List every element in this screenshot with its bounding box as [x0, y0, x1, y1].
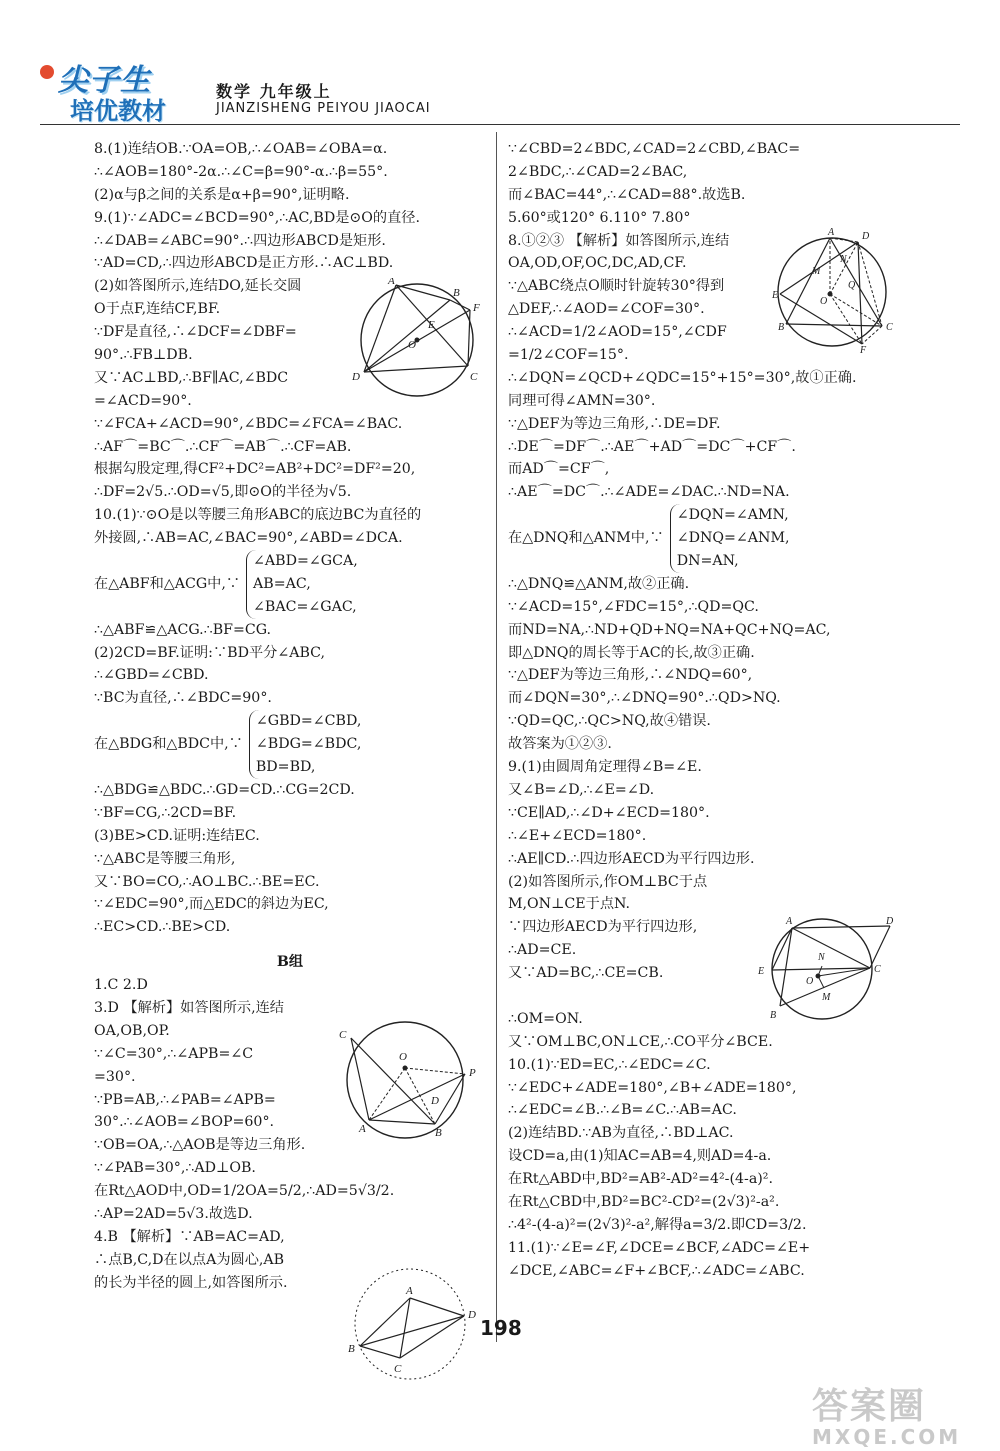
text-line: 8.①②③ 【解析】如答图所示,连结	[508, 232, 730, 249]
text-line: ∵四边形AECD为平行四边形,	[508, 919, 698, 936]
text-line: 10.(1)∵ED=EC,∴∠EDC=∠C.	[508, 1056, 711, 1073]
text-line: =∠ACD=90°.	[94, 392, 192, 409]
text-line: ∵∠PAB=30°,∴AD⊥OB.	[94, 1160, 256, 1177]
text-line: 故答案为①②③.	[508, 736, 612, 753]
fig4-label-F: F	[860, 345, 867, 354]
text-line: ∴AP=2AD=5√3.故选D.	[94, 1205, 253, 1222]
fig1-label-C: C	[470, 371, 478, 383]
fig2-label-O: O	[399, 1051, 407, 1063]
fig4-label-M: M	[812, 266, 821, 277]
text-line: =30°.	[94, 1068, 136, 1085]
text-line: 又∵OM⊥BC,ON⊥CE,∴CO平分∠BCE.	[508, 1033, 773, 1050]
fig1-label-D: D	[352, 371, 360, 383]
text-line: 8.(1)连结OB.∵OA=OB,∴∠OAB=∠OBA=α.	[94, 141, 388, 157]
fig5-label-E: E	[758, 966, 765, 977]
logo-line1: 尖子生	[58, 63, 151, 98]
text-line: 的长为半径的圆上,如答图所示.	[94, 1274, 288, 1291]
brace-prefix: 在△DNQ和△ANM中,∵	[508, 530, 664, 547]
text-line: 而ND=NA,∴ND+QD+NQ=NA+QC+NQ=AC,	[508, 621, 831, 638]
text-line: 30°.∴∠AOB=∠BOP=60°.	[94, 1114, 275, 1131]
fig1-label-E: E	[428, 319, 435, 331]
fig5-label-C: C	[874, 964, 881, 975]
text-line: M,ON⊥CE于点N.	[508, 896, 631, 913]
fig5-label-A: A	[786, 916, 793, 927]
text-line: 9.(1)由圆周角定理得∠B=∠E.	[508, 759, 702, 776]
book-subtitle: JIANZISHENG PEIYOU JIAOCAI	[216, 101, 431, 116]
fig5-label-N: N	[818, 952, 825, 963]
text-line: ∵∠CBD=2∠BDC,∠CAD=2∠CBD,∠BAC=	[508, 141, 801, 157]
text-line: 又∵AD=BC,∴CE=CB.	[508, 965, 664, 982]
text-line: 在Rt△CBD中,BD²=BC²-CD²=(2√3)²-a².	[508, 1193, 780, 1210]
fig3-label-C: C	[394, 1363, 402, 1375]
text-line: ∴∠AOB=180°-2α.∴∠C=β=90°-α.∴β=55°.	[94, 163, 388, 180]
text-line: 根据勾股定理,得CF²+DC²=AB²+DC²=DF²=20,	[94, 461, 416, 478]
text-line: ∵△DEF为等边三角形,∴DE=DF.	[508, 415, 721, 432]
brace-lines	[246, 550, 358, 619]
fig4-label-E: E	[772, 290, 779, 301]
text-line: ∵CE∥AD,∴∠D+∠ECD=180°.	[508, 804, 710, 821]
text-line: 而∠DQN=30°,∴∠DNQ=90°.∴QD>NQ.	[508, 690, 781, 707]
text-line: 9.(1)∵∠ADC=∠BCD=90°,∴AC,BD是⊙O的直径.	[94, 209, 420, 226]
text-line: ∵△DEF为等边三角形,∴∠NDQ=60°,	[508, 667, 753, 684]
text-line: ∵∠ACD=15°,∠FDC=15°,∴QD=QC.	[508, 598, 759, 615]
logo-line2: 培优教材	[70, 97, 166, 125]
fig4-label-Q: Q	[848, 280, 856, 291]
text-line: ∵OB=OA,∴△AOB是等边三角形.	[94, 1137, 306, 1154]
text-line: 11.(1)∵∠E=∠F,∠DCE=∠BCF,∠ADC=∠E+	[508, 1239, 811, 1256]
figure-q9-2-circle	[752, 914, 902, 1026]
brace-lines	[670, 504, 790, 573]
logo-mark-icon	[40, 65, 54, 79]
text-line: 1.C 2.D	[94, 977, 148, 994]
text-line: (2)如答图所示,连结DO,延长交圆	[94, 278, 302, 295]
column-divider	[496, 132, 497, 1342]
text-line: ∵QD=QC,∴QC>NQ,故④错误.	[508, 713, 711, 730]
fig1-label-O: O	[408, 339, 416, 351]
brace-line: ∠BDG=∠BDC,	[255, 736, 362, 753]
fig1-label-B: B	[453, 287, 460, 299]
fig5-label-D: D	[886, 916, 894, 927]
text-line: ∵BC为直径,∴∠BDC=90°.	[94, 690, 272, 707]
watermark	[812, 1378, 962, 1449]
text-line: ∴AE∥CD.∴四边形AECD为平行四边形.	[508, 850, 755, 867]
text-line: 90°.∴FB⊥DB.	[94, 347, 193, 364]
page-number: 198	[480, 1316, 522, 1340]
text-line: 外接圆,∴AB=AC,∠BAC=90°,∠ABD=∠DCA.	[94, 530, 403, 547]
text-line: 又∵BO=CO,∴AO⊥BC.∴BE=EC.	[94, 873, 320, 890]
text-line: ∵PB=AB,∴∠PAB=∠APB=	[94, 1091, 276, 1108]
text-line: ∴∠E+∠ECD=180°.	[508, 827, 647, 844]
fig2-label-B: B	[435, 1127, 442, 1139]
text-line: 2∠BDC,∴∠CAD=2∠BAC,	[508, 163, 688, 180]
text-line: ∵△ABC是等腰三角形,	[94, 850, 236, 867]
text-line: △DEF,∴∠AOD=∠COF=30°.	[508, 301, 705, 318]
header-divider	[40, 124, 960, 125]
text-line: ∴OM=ON.	[508, 1010, 583, 1027]
brace-line: AB=AC,	[253, 575, 311, 592]
text-line: ∴4²-(4-a)²=(2√3)²-a²,解得a=3/2.即CD=3/2.	[508, 1216, 807, 1233]
text-line: ∴DF=2√5.∴OD=√5,即⊙O的半径为√5.	[94, 484, 352, 501]
text-line: (2)α与β之间的关系是α+β=90°,证明略.	[94, 186, 350, 203]
fig5-label-O: O	[806, 976, 814, 987]
figure-b3-circle	[335, 1018, 490, 1143]
text-line: 3.D 【解析】如答图所示,连结	[94, 999, 284, 1016]
fig1-label-A: A	[388, 278, 395, 287]
text-line: ∴∠EDC=∠B.∴∠B=∠C.∴AB=AC.	[508, 1102, 737, 1119]
text-line: ∴∠GBD=∠CBD.	[94, 667, 209, 684]
text-line: ∴EC>CD.∴BE>CD.	[94, 919, 231, 936]
brace-line: ∠DQN=∠AMN,	[676, 507, 789, 524]
text-line: ∴DE⌒=DF⌒.∴AE⌒+AD⌒=DC⌒+CF⌒.	[508, 438, 796, 455]
brace-line: DN=AN,	[676, 553, 739, 570]
text-line: (2)如答图所示,作OM⊥BC于点	[508, 873, 708, 890]
brace-line: ∠GBD=∠CBD,	[255, 713, 362, 730]
figure-b4-circle	[340, 1268, 490, 1386]
brace-line: ∠DNQ=∠ANM,	[676, 530, 790, 547]
fig3-label-D: D	[468, 1309, 476, 1321]
brace-line: ∠BAC=∠GAC,	[253, 598, 357, 615]
text-line: 又∠B=∠D,∴∠E=∠D.	[508, 781, 655, 798]
figure-q9-circle	[350, 278, 490, 403]
fig4-label-C: C	[886, 322, 893, 333]
fig3-label-B: B	[348, 1343, 355, 1355]
fig3-label-A: A	[406, 1285, 413, 1297]
text-line: ∵∠EDC+∠ADE=180°,∠B+∠ADE=180°,	[508, 1079, 797, 1096]
watermark-line2: MXQE.COM	[812, 1425, 962, 1449]
text-line: ∴∠ACD=1/2∠AOD=15°,∠CDF	[508, 324, 727, 341]
text-line: ∴点B,C,D在以点A为圆心,AB	[94, 1251, 285, 1268]
text-line: (2)2CD=BF.证明:∵BD平分∠ABC,	[94, 644, 326, 661]
text-line: ∴AD=CE.	[508, 942, 577, 959]
text-line: ∴△ABF≌△ACG.∴BF=CG.	[94, 621, 272, 638]
text-line: ∴△BDG≌△BDC.∴GD=CD.∴CG=2CD.	[94, 781, 355, 798]
text-line: =1/2∠COF=15°.	[508, 347, 629, 364]
text-line: OA,OB,OP.	[94, 1022, 170, 1039]
brace-prefix: 在△ABF和△ACG中,∵	[94, 575, 241, 592]
text-line: (2)连结BD.∵AB为直径,∴BD⊥AC.	[508, 1125, 734, 1142]
text-line: ∵∠FCA+∠ACD=90°,∠BDC=∠FCA=∠BAC.	[94, 415, 403, 432]
text-line: 设CD=a,由(1)知AC=AB=4,则AD=4-a.	[508, 1148, 772, 1165]
fig2-label-P: P	[469, 1067, 476, 1079]
text-line: ∴AE⌒=DC⌒.∴∠ADE=∠DAC.∴ND=NA.	[508, 484, 790, 501]
fig4-label-N: N	[840, 254, 847, 265]
text-line: 10.(1)∵⊙O是以等腰三角形ABC的底边BC为直径的	[94, 507, 422, 524]
text-line: ∵∠EDC=90°,而△EDC的斜边为EC,	[94, 896, 329, 913]
fig5-label-B: B	[770, 1010, 777, 1021]
brace-line: BD=BD,	[255, 759, 316, 776]
text-line: 4.B 【解析】∵AB=AC=AD,	[94, 1228, 285, 1245]
text-line: 而∠BAC=44°,∴∠CAD=88°.故选B.	[508, 186, 746, 203]
fig4-label-A: A	[828, 227, 835, 238]
text-line: ∠DCE,∠ABC=∠F+∠BCF,∴∠ADC=∠ABC.	[508, 1262, 805, 1279]
text-line: ∵∠C=30°,∴∠APB=∠C	[94, 1045, 254, 1062]
left-brace-1	[94, 550, 486, 619]
fig4-label-D: D	[862, 231, 870, 242]
text-line: 5.60°或120° 6.110° 7.80°	[508, 209, 691, 226]
text-line: (3)BE>CD.证明:连结EC.	[94, 827, 260, 844]
text-line: ∵BF=CG,∴2CD=BF.	[94, 804, 237, 821]
brace-lines	[249, 710, 361, 779]
fig4-label-B: B	[778, 322, 785, 333]
text-line: 又∵AC⊥BD,∴BF∥AC,∠BDC	[94, 369, 289, 386]
book-title: 数学 九年级上	[216, 82, 332, 101]
fig2-label-A: A	[359, 1123, 366, 1135]
fig4-label-O: O	[820, 296, 828, 307]
fig2-label-D: D	[431, 1095, 439, 1107]
text-line: ∴△DNQ≌△ANM,故②正确.	[508, 575, 690, 592]
fig5-label-M: M	[822, 992, 831, 1003]
text-line: 在Rt△AOD中,OD=1/2OA=5/2,∴AD=5√3/2.	[94, 1183, 395, 1200]
brace-line: ∠ABD=∠GCA,	[253, 553, 358, 570]
watermark-line1: 答案圈	[812, 1386, 927, 1427]
text-line: O于点F,连结CF,BF.	[94, 301, 221, 318]
left-block-2	[94, 619, 486, 711]
text-line: ∴∠DAB=∠ABC=90°.∴四边形ABCD是矩形.	[94, 232, 386, 249]
fig2-label-C: C	[339, 1029, 347, 1041]
brace-prefix: 在△BDG和△BDC中,∵	[94, 736, 243, 753]
text-line: 同理可得∠AMN=30°.	[508, 392, 656, 409]
left-brace-2	[94, 710, 486, 779]
text-line: ∴∠DQN=∠QCD+∠QDC=15°+15°=30°,故①正确.	[508, 369, 857, 386]
right-brace-1	[508, 504, 900, 573]
text-line: 在Rt△ABD中,BD²=AB²-AD²=4²-(4-a)².	[508, 1171, 774, 1188]
logo	[40, 55, 200, 125]
group-b-heading: B组	[276, 954, 304, 971]
text-line: ∵DF是直径,∴∠DCF=∠DBF=	[94, 324, 297, 341]
fig1-label-F: F	[473, 302, 480, 314]
text-line: 即△DNQ的周长等于AC的长,故③正确.	[508, 644, 755, 661]
text-line: ∵△ABC绕点O顺时针旋转30°得到	[508, 278, 725, 295]
text-line: OA,OD,OF,OC,DC,AD,CF.	[508, 255, 687, 272]
text-line: ∴AF⌒=BC⌒.∴CF⌒=AB⌒.∴CF=AB.	[94, 438, 352, 455]
text-line: 而AD⌒=CF⌒,	[508, 461, 610, 478]
text-line: ∵AD=CD,∴四边形ABCD是正方形.∴AC⊥BD.	[94, 255, 394, 272]
left-block-3	[94, 779, 486, 939]
figure-q8-circle	[770, 226, 900, 354]
